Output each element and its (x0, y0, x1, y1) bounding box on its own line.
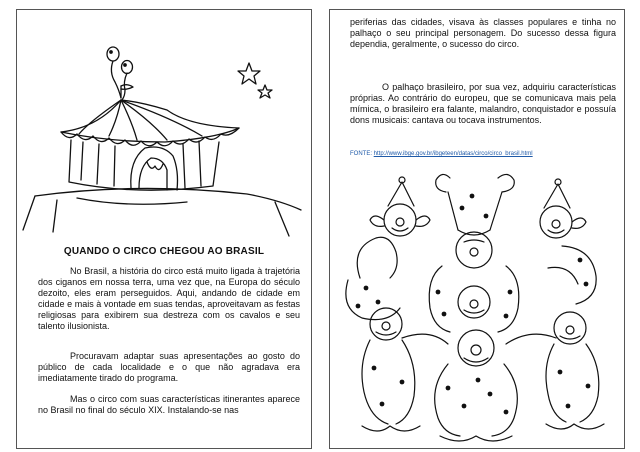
source-label: FONTE: (350, 151, 372, 157)
star-icon (258, 85, 272, 98)
clowns-pyramid-illustration (330, 168, 625, 449)
left-page (16, 9, 312, 449)
paragraph-brazilian-clown: O palhaço brasileiro, por sua vez, adquiriu características próprias. Ao contrário do europeu, que se comunicava mais pela mímica, o brasileiro era falante, malandro, conquistador e possuía dons musicais: cantava ou tocava instrumentos. (350, 82, 616, 125)
page-title: QUANDO O CIRCO CHEGOU AO BRASIL (63, 246, 265, 257)
paragraph-adaptation: Procuravam adaptar suas apresentações ao gosto do público de cada localidade e o que não agradava era imediatamente tirado do programa. (38, 351, 300, 383)
circus-tent-illustration (17, 10, 312, 240)
paragraph-gypsies: No Brasil, a história do circo está muito ligada à trajetória dos ciganos em nossa terra, uma vez que, na Europa do século dezoito, eles eram perseguidos. Aqui, andando de cidade em cidade e mais à vontade em suas tendas, aproveitavam as festas religiosas para exibirem sua destreza com os cavalos e seu talento ilusionista. (38, 266, 300, 331)
balloon-icon (122, 61, 133, 74)
balloon-icon (107, 47, 119, 61)
source-link[interactable]: http://www.ibge.gov.br/ibgeteen/datas/circo/circo_brasil.html (373, 151, 533, 157)
paragraph-itinerant: Mas o circo com suas características itinerantes aparece no Brasil no final do século XIX. Instalando-se nas (38, 394, 300, 415)
right-page (329, 9, 625, 449)
star-icon (238, 63, 260, 84)
paragraph-periphery: periferias das cidades, visava às classes populares e tinha no palhaço o seu principal personagem. Do sucesso dessa figura dependia, geralmente, o sucesso do circo. (350, 17, 616, 49)
source-line (350, 151, 533, 157)
